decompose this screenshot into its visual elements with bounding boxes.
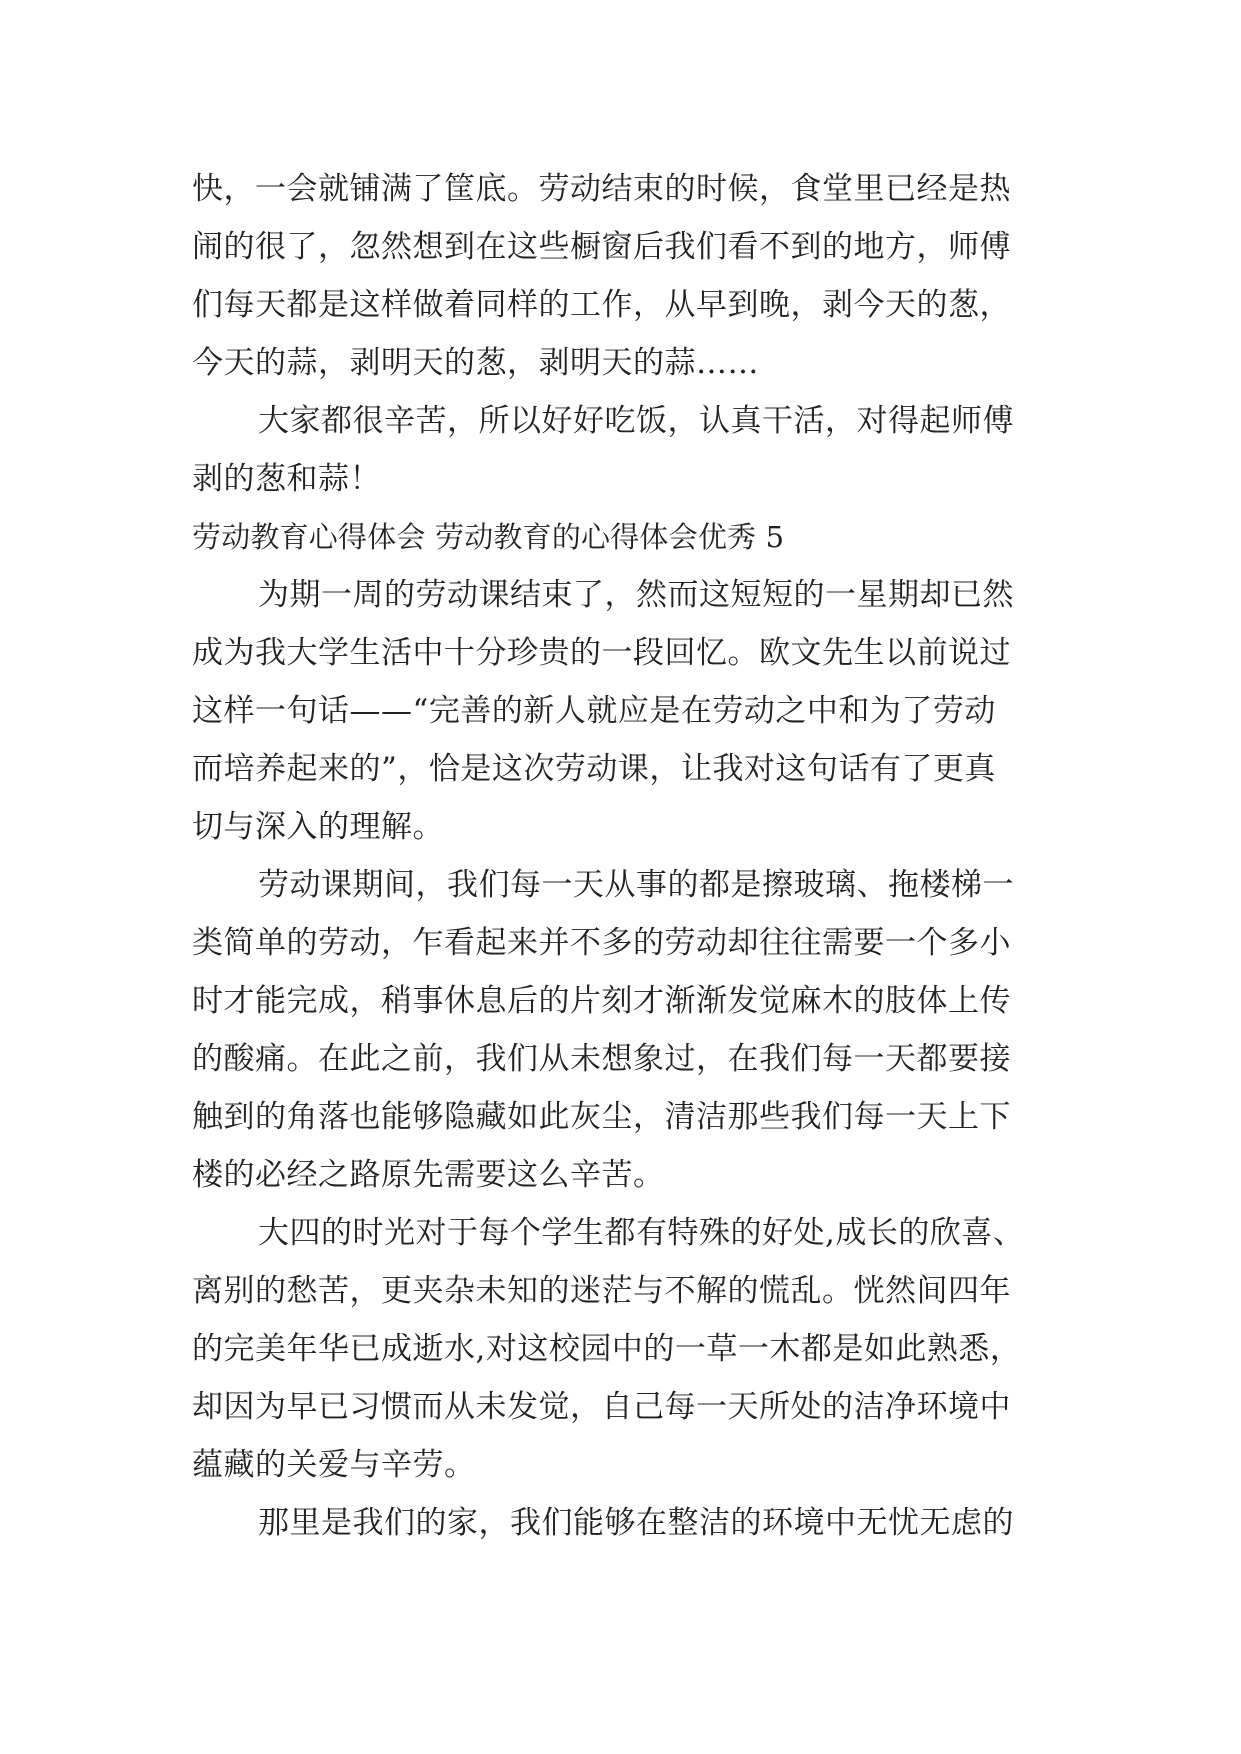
paragraph-4	[192, 856, 1072, 1204]
paragraph-line: 切与深入的理解。	[192, 809, 444, 845]
paragraph-line: 这样一句话——“完善的新人就应是在劳动之中和为了劳动	[192, 693, 996, 729]
paragraph-line: 快，一会就铺满了筐底。劳动结束的时候，食堂里已经是热	[192, 171, 1011, 207]
paragraph-line: 触到的角落也能够隐藏如此灰尘，清洁那些我们每一天上下	[192, 1099, 1011, 1135]
paragraph-line: 大四的时光对于每个学生都有特殊的好处,成长的欣喜、	[258, 1215, 1025, 1251]
paragraph-line: 今天的蒜，剥明天的葱，剥明天的蒜……	[192, 345, 759, 381]
paragraph-3	[192, 566, 1072, 856]
paragraph-line: 闹的很了，忽然想到在这些橱窗后我们看不到的地方，师傅	[192, 229, 1011, 265]
paragraph-line: 剥的葱和蒜！	[192, 461, 381, 497]
paragraph-line: 的酸痛。在此之前，我们从未想象过，在我们每一天都要接	[192, 1041, 1011, 1077]
paragraph-1	[192, 160, 1072, 392]
paragraph-5	[192, 1204, 1072, 1494]
paragraph-line: 蕴藏的关爱与辛劳。	[192, 1447, 476, 1483]
document-body	[192, 160, 1072, 1552]
paragraph-line: 们每天都是这样做着同样的工作，从早到晚，剥今天的葱，	[192, 287, 1011, 323]
paragraph-line: 的完美年华已成逝水,对这校园中的一草一木都是如此熟悉，	[192, 1331, 1022, 1367]
paragraph-line: 离别的愁苦，更夹杂未知的迷茫与不解的慌乱。恍然间四年	[192, 1273, 1011, 1309]
paragraph-line: 楼的必经之路原先需要这么辛苦。	[192, 1157, 665, 1193]
paragraph-line: 成为我大学生活中十分珍贵的一段回忆。欧文先生以前说过	[192, 635, 1011, 671]
paragraph-line: 那里是我们的家，我们能够在整洁的环境中无忧无虑的	[258, 1505, 1014, 1541]
section-heading	[192, 508, 1072, 566]
paragraph-line: 为期一周的劳动课结束了，然而这短短的一星期却已然	[258, 577, 1014, 613]
paragraph-6	[192, 1494, 1072, 1552]
paragraph-line: 大家都很辛苦，所以好好吃饭，认真干活，对得起师傅	[258, 403, 1014, 439]
paragraph-line: 时才能完成，稍事休息后的片刻才渐渐发觉麻木的肢体上传	[192, 983, 1011, 1019]
section-heading-text: 劳动教育心得体会 劳动教育的心得体会优秀 5	[192, 520, 785, 554]
paragraph-line: 劳动课期间，我们每一天从事的都是擦玻璃、拖楼梯一	[258, 867, 1014, 903]
paragraph-line: 却因为早已习惯而从未发觉，自己每一天所处的洁净环境中	[192, 1389, 1011, 1425]
paragraph-line: 而培养起来的”，恰是这次劳动课，让我对这句话有了更真	[192, 751, 996, 787]
paragraph-2	[192, 392, 1072, 508]
paragraph-line: 类简单的劳动，乍看起来并不多的劳动却往往需要一个多小	[192, 925, 1011, 961]
